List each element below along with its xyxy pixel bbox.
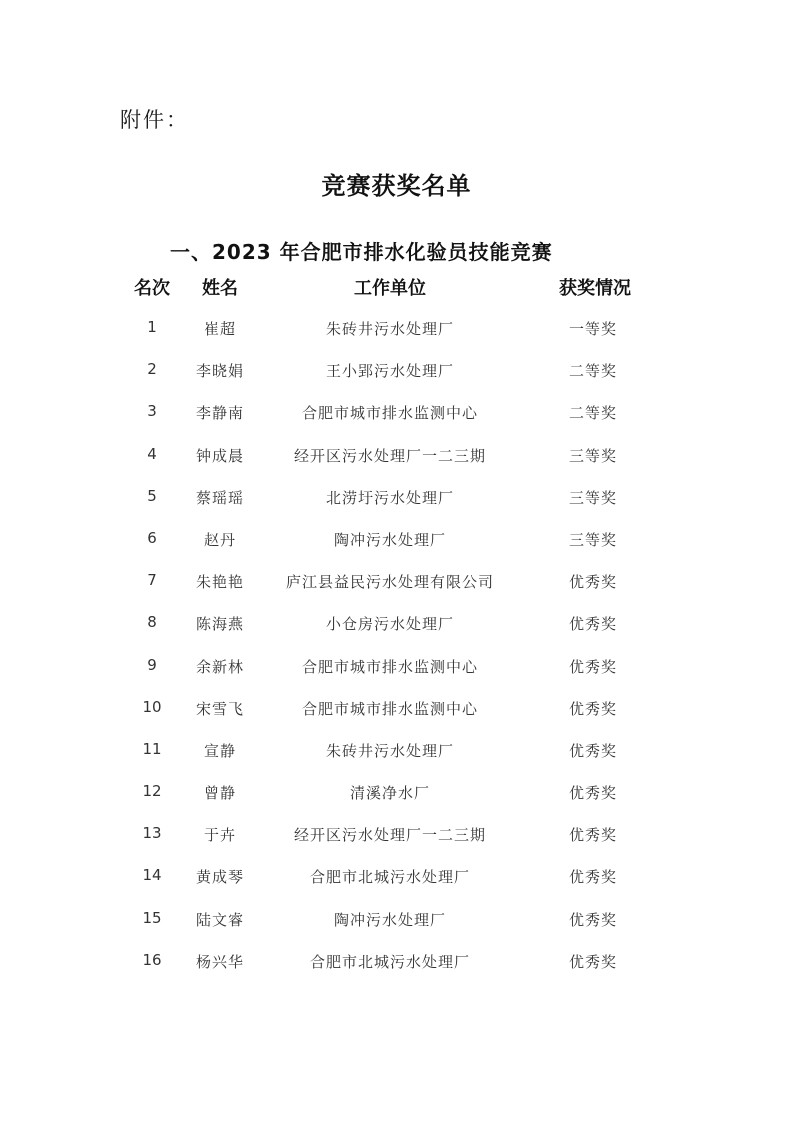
cell-unit: 合肥市城市排水监测中心 <box>301 699 478 718</box>
table-row <box>0 947 793 989</box>
cell-name: 钟成晨 <box>195 446 244 465</box>
cell-name: 曾静 <box>203 784 236 803</box>
cell-rank: 5 <box>147 486 157 505</box>
cell-unit: 陶冲污水处理厂 <box>333 530 446 549</box>
cell-unit: 合肥市北城污水处理厂 <box>309 868 470 887</box>
cell-award: 三等奖 <box>568 530 617 549</box>
table-row <box>0 441 793 483</box>
cell-unit: 庐江县益民污水处理有限公司 <box>285 573 494 592</box>
header-rank: 名次 <box>134 278 170 299</box>
cell-rank: 8 <box>147 613 157 632</box>
cell-award: 二等奖 <box>568 404 617 423</box>
cell-award: 优秀奖 <box>568 868 617 887</box>
cell-unit: 小仓房污水处理厂 <box>325 615 454 634</box>
cell-rank: 11 <box>142 739 162 758</box>
cell-unit: 合肥市城市排水监测中心 <box>301 404 478 423</box>
cell-rank: 16 <box>142 950 162 969</box>
cell-name: 陈海燕 <box>195 615 244 634</box>
table-row <box>0 356 793 398</box>
cell-unit: 清溪净水厂 <box>349 784 430 803</box>
header-name: 姓名 <box>202 278 238 299</box>
cell-unit: 合肥市城市排水监测中心 <box>301 657 478 676</box>
cell-rank: 6 <box>147 528 157 547</box>
table-row <box>0 862 793 904</box>
cell-rank: 13 <box>142 824 162 843</box>
cell-name: 黄成琴 <box>195 868 244 887</box>
cell-name: 杨兴华 <box>195 952 244 971</box>
cell-rank: 10 <box>142 697 162 716</box>
table-row <box>0 694 793 736</box>
table-body <box>0 314 793 989</box>
attachment-label: 附件： <box>120 108 189 132</box>
cell-unit: 北涝圩污水处理厂 <box>325 488 454 507</box>
cell-unit: 王小郢污水处理厂 <box>325 362 454 381</box>
cell-unit: 朱砖井污水处理厂 <box>325 741 454 760</box>
table-row <box>0 609 793 651</box>
cell-name: 余新林 <box>195 657 244 676</box>
table-row <box>0 778 793 820</box>
cell-rank: 1 <box>147 318 157 336</box>
cell-award: 二等奖 <box>568 362 617 381</box>
cell-rank: 15 <box>142 908 162 927</box>
cell-award: 优秀奖 <box>568 910 617 929</box>
cell-unit: 经开区污水处理厂一二三期 <box>293 446 486 465</box>
cell-name: 宋雪飞 <box>195 699 244 718</box>
table-row <box>0 525 793 567</box>
cell-rank: 12 <box>142 782 162 801</box>
cell-name: 宣静 <box>203 741 236 760</box>
cell-rank: 3 <box>147 402 157 421</box>
table-row <box>0 314 793 356</box>
cell-award: 优秀奖 <box>568 573 617 592</box>
cell-award: 三等奖 <box>568 488 617 507</box>
table-row <box>0 567 793 609</box>
cell-award: 优秀奖 <box>568 657 617 676</box>
cell-name: 李晓娟 <box>195 362 244 381</box>
header-unit: 工作单位 <box>354 278 426 299</box>
cell-unit: 合肥市北城污水处理厂 <box>309 952 470 971</box>
cell-name: 赵丹 <box>203 530 236 549</box>
table-row <box>0 820 793 862</box>
cell-name: 李静南 <box>195 404 244 423</box>
cell-name: 崔超 <box>203 320 236 338</box>
table-row <box>0 483 793 525</box>
section-heading: 一、2023 年合肥市排水化验员技能竞赛 <box>170 240 553 264</box>
cell-unit: 朱砖井污水处理厂 <box>325 320 454 338</box>
cell-award: 优秀奖 <box>568 826 617 845</box>
cell-award: 优秀奖 <box>568 952 617 971</box>
table-row <box>0 905 793 947</box>
cell-rank: 14 <box>142 866 162 885</box>
cell-award: 优秀奖 <box>568 784 617 803</box>
table-row <box>0 652 793 694</box>
cell-name: 蔡瑶瑶 <box>195 488 244 507</box>
cell-unit: 陶冲污水处理厂 <box>333 910 446 929</box>
cell-rank: 9 <box>147 655 157 674</box>
cell-award: 一等奖 <box>568 320 617 338</box>
cell-rank: 7 <box>147 571 157 590</box>
cell-award: 优秀奖 <box>568 741 617 760</box>
cell-award: 三等奖 <box>568 446 617 465</box>
cell-award: 优秀奖 <box>568 615 617 634</box>
cell-unit: 经开区污水处理厂一二三期 <box>293 826 486 845</box>
table-row <box>0 736 793 778</box>
table-row <box>0 398 793 440</box>
cell-rank: 2 <box>147 360 157 379</box>
cell-rank: 4 <box>147 444 157 463</box>
cell-name: 于卉 <box>203 826 236 845</box>
document-title: 竞赛获奖名单 <box>321 172 472 200</box>
header-award: 获奖情况 <box>559 278 631 299</box>
cell-award: 优秀奖 <box>568 699 617 718</box>
cell-name: 朱艳艳 <box>195 573 244 592</box>
cell-name: 陆文睿 <box>195 910 244 929</box>
table-header <box>0 274 793 300</box>
